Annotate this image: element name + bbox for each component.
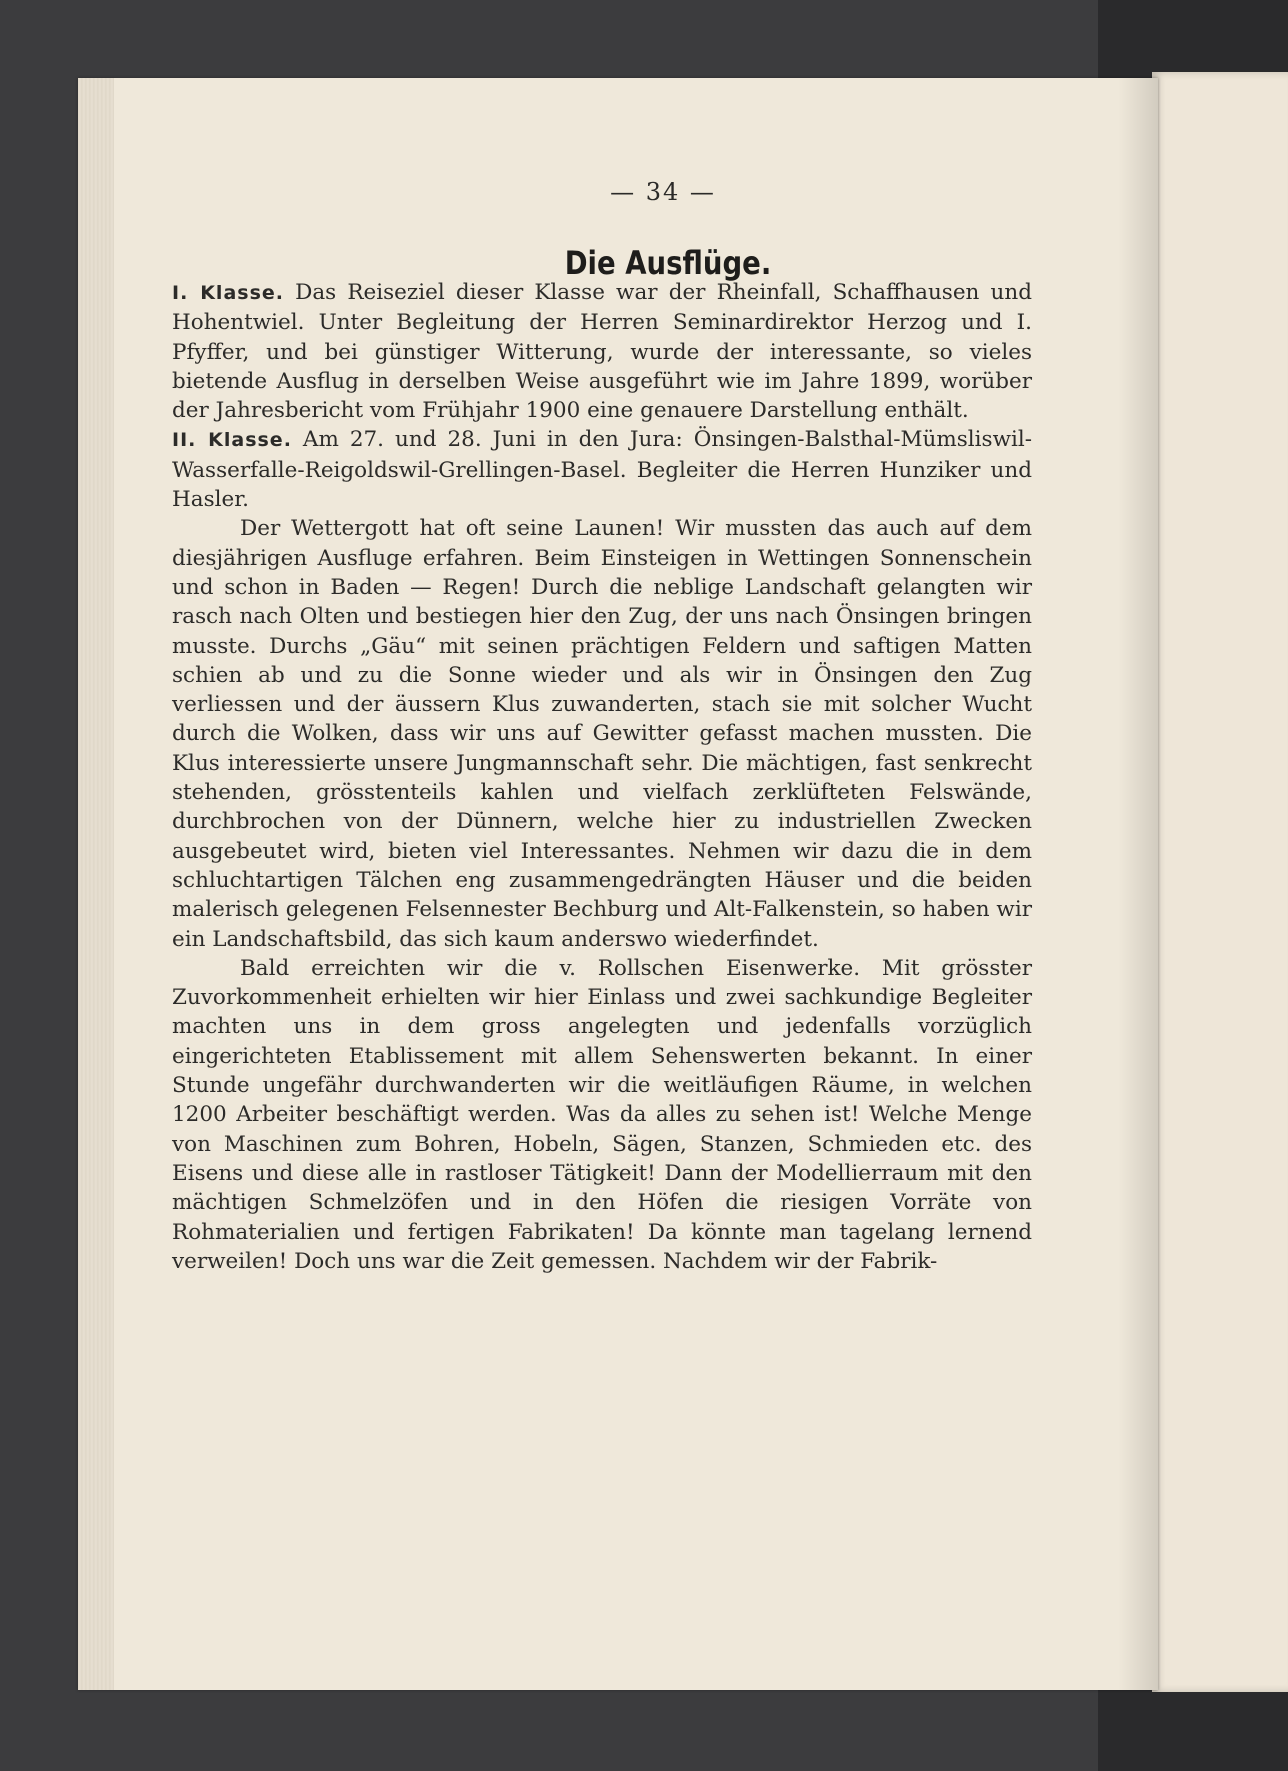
paragraph-weather: Der Wettergott hat oft seine Launen! Wir mussten das auch auf dem diesjährigen Ausfluge erfahren. Beim Einsteigen in Wettingen Sonnenschein und schon in Baden — Regen! Durch die neblige Landschaft gelangten wir rasch nach Olten und bestiegen hier den Zug, der uns nach Önsingen bringen musste. Durchs „Gäu“ mit seinen prächtigen Feldern und saftigen Matten schien ab und zu die Sonne wieder und als wir in Önsingen den Zug verliessen und der äussern Klus zuwanderten, stach sie mit solcher Wucht durch die Wolken, dass wir uns auf Gewitter gefasst machen mussten. Die Klus interessierte unsere Jungmannschaft sehr. Die mächtigen, fast senkrecht stehenden, grösstenteils kahlen und vielfach zerklüfteten Felswände, durchbrochen von der Dünnern, welche hier zu industriellen Zwecken ausgebeutet wird, bieten viel Interessantes. Nehmen wir dazu die in dem schluchtartigen Tälchen eng zusammengedrängten Häuser und die beiden malerisch gelegenen Felsennester Bechburg und Alt-Falkenstein, so haben wir ein Landschaftsbild, das sich kaum anderswo wiederfindet. <box>172 516 1032 952</box>
paragraph-label: II. Klasse. <box>172 429 292 452</box>
page-heading: Die Ausflüge. <box>564 244 772 282</box>
paragraph-label: I. Klasse. <box>172 282 284 304</box>
page-number: — 34 — <box>610 178 716 206</box>
page-gutter-shadow <box>1118 78 1158 1690</box>
paragraph-text: Am 27. und 28. Juni in den Jura: Önsingen-Balsthal-Mümsliswil-Wasserfalle-Reigoldswil-Grellingen-Basel. Begleiter die Herren Hunziker und Hasler. <box>172 427 1032 513</box>
body-text <box>172 278 1032 1276</box>
adjacent-page <box>1152 72 1288 1692</box>
paragraph-class-2 <box>172 425 1032 514</box>
paragraph-ironworks: Bald erreichten wir die v. Rollschen Eisenwerke. Mit grösster Zuvorkommenheit erhielten wir hier Einlass und zwei sachkundige Begleiter machten uns in dem gross angelegten und jedenfalls vorzüglich eingerichteten Etablissement mit allem Sehenswerten bekannt. In einer Stunde ungefähr durchwanderten wir die weitläufigen Räume, in welchen 1200 Arbeiter beschäftigt werden. Was da alles zu sehen ist! Welche Menge von Maschinen zum Bohren, Hobeln, Sägen, Stanzen, Schmieden etc. des Eisens und diese alle in rastloser Tätigkeit! Dann der Modellierraum mit den mächtigen Schmelzöfen und in den Höfen die riesigen Vorräte von Rohmaterialien und fertigen Fabrikaten! Da könnte man tagelang lernend verweilen! Doch uns war die Zeit gemessen. Nachdem wir der Fabrik- <box>172 955 1032 1274</box>
book-page <box>78 78 1158 1690</box>
page-edge <box>78 78 114 1690</box>
paragraph-class-1 <box>172 278 1032 425</box>
paragraph-text: Das Reiseziel dieser Klasse war der Rheinfall, Schaffhausen und Hohentwiel. Unter Begleitung der Herren Seminardirektor Herzog und I. Pfyffer, und bei günstiger Witterung, wurde der interessante, so vieles bietende Ausflug in derselben Weise ausgeführt wie im Jahre 1899, worüber der Jahresbericht vom Frühjahr 1900 eine genauere Darstellung enthält. <box>172 280 1032 424</box>
